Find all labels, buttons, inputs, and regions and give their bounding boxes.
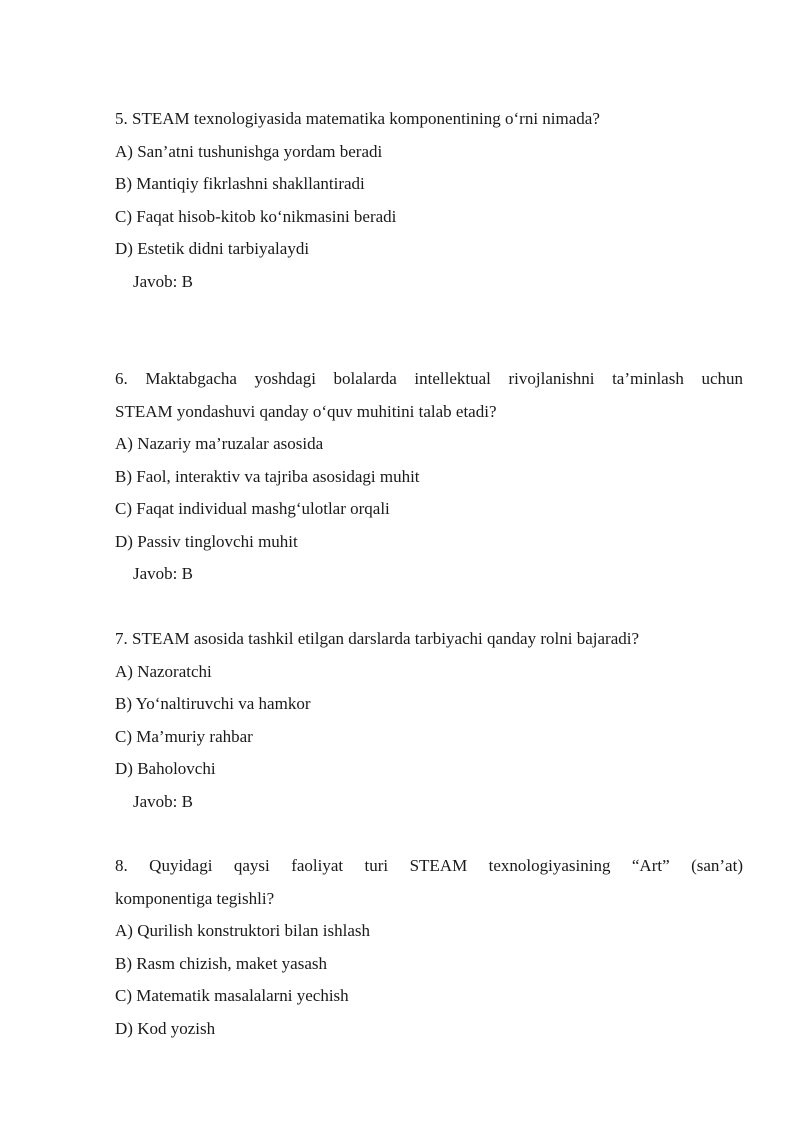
question-stem: 5. STEAM texnologiyasida matematika komponentining o‘rni nimada? [115,109,600,128]
answer-key: Javob: B [133,271,193,291]
answer-key: Javob: B [133,791,193,811]
question-6 [115,363,743,591]
option-c: C) Faqat hisob-kitob ko‘nikmasini beradi [115,206,397,226]
option-a: A) San’atni tushunishga yordam beradi [115,141,383,161]
option-c: C) Faqat individual mashg‘ulotlar orqali [115,499,390,518]
option-b: B) Yo‘naltiruvchi va hamkor [115,694,311,713]
question-5 [115,103,743,298]
question-8 [115,850,743,1045]
option-d: D) Kod yozish [115,1018,216,1038]
option-a: A) Nazariy ma’ruzalar asosida [115,434,324,453]
option-a: A) Qurilish konstruktori bilan ishlash [115,921,370,940]
option-c: C) Matematik masalalarni yechish [115,986,349,1005]
option-c: C) Ma’muriy rahbar [115,726,253,746]
answer-key: Javob: B [133,564,193,583]
question-stem-line-1: 6. Maktabgacha yoshdagi bolalarda intellektual rivojlanishni ta’minlash uchun [115,369,743,388]
option-a: A) Nazoratchi [115,661,212,681]
question-7 [115,623,743,818]
option-b: B) Rasm chizish, maket yasash [115,953,327,973]
option-d: D) Estetik didni tarbiyalaydi [115,239,310,258]
option-b: B) Mantiqiy fikrlashni shakllantiradi [115,174,365,193]
option-d: D) Baholovchi [115,759,216,778]
question-stem-line-2: komponentiga tegishli? [115,888,275,908]
option-d: D) Passiv tinglovchi muhit [115,531,298,551]
question-stem-line-2: STEAM yondashuvi qanday o‘quv muhitini talab etadi? [115,401,497,421]
option-b: B) Faol, interaktiv va tajriba asosidagi muhit [115,466,420,486]
question-stem: 7. STEAM asosida tashkil etilgan darslarda tarbiyachi qanday rolni bajaradi? [115,629,640,648]
question-stem-line-1: 8. Quyidagi qaysi faoliyat turi STEAM texnologiyasining “Art” (san’at) [115,856,743,875]
